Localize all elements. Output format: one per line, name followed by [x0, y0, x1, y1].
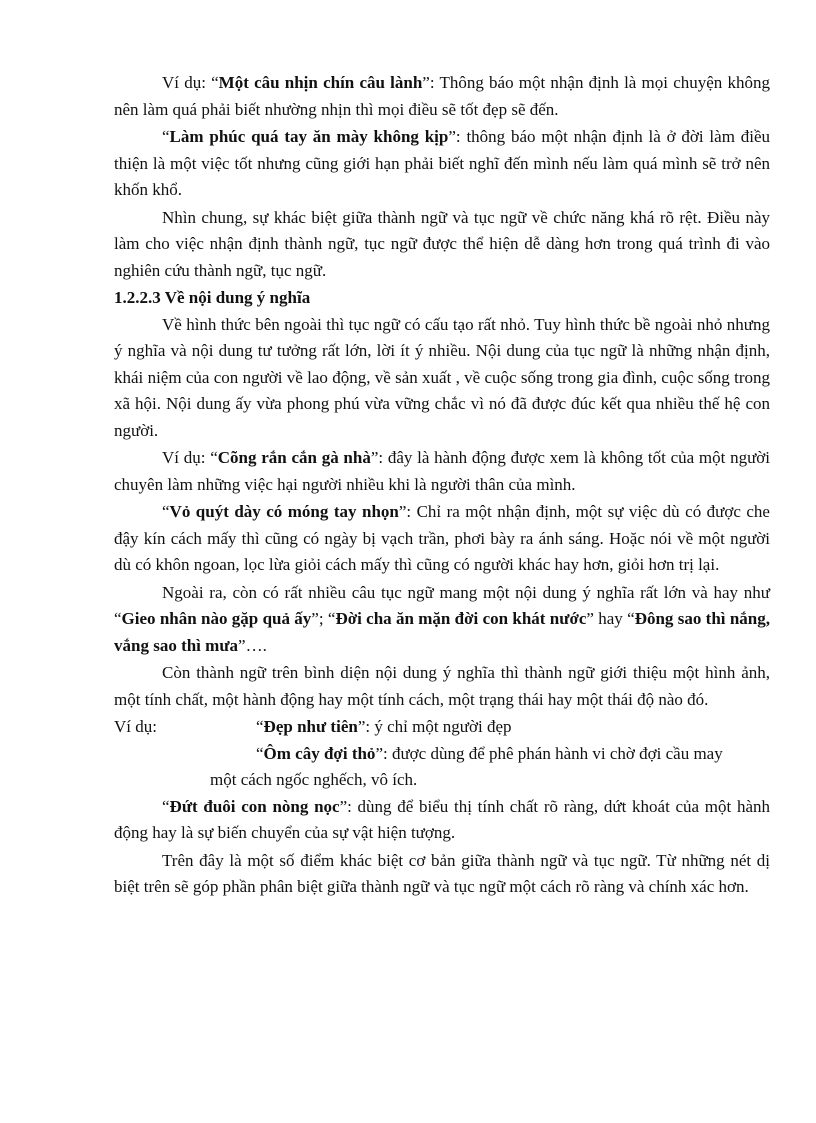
- text-span: “: [162, 796, 170, 816]
- document-page: [114, 70, 770, 902]
- text-span: ”: đây là hành động được xem là không tốt của một người chuyên làm những việc hại người nhiều khi là người thân của mình.: [114, 448, 771, 494]
- idiom-quote: Ôm cây đợi thỏ: [263, 743, 376, 763]
- proverb-quote: Đời cha ăn mặn đời con khát nước: [335, 609, 587, 628]
- example-row-1: [114, 714, 770, 741]
- proverb-quote: Cõng rắn cắn gà nhà: [217, 448, 371, 467]
- paragraph-example-3: [114, 445, 770, 498]
- proverb-quote: Vỏ quýt dày có móng tay nhọn: [169, 502, 399, 521]
- text-span: ”: ý chỉ một người đẹp: [357, 717, 512, 736]
- proverb-quote: Một câu nhịn chín câu lành: [218, 73, 423, 92]
- text-span: “: [162, 127, 170, 146]
- paragraph-example-2: [114, 124, 770, 204]
- paragraph-example-4: [114, 499, 770, 579]
- text-span: Ví dụ: “: [162, 73, 219, 92]
- proverb-quote: Làm phúc quá tay ăn mày không kịp: [169, 127, 449, 146]
- text-span: ” hay “: [586, 609, 635, 628]
- section-heading: 1.2.2.3 Về nội dung ý nghĩa: [114, 288, 311, 307]
- text-span: “: [256, 717, 264, 736]
- text-span: ”….: [238, 635, 267, 655]
- text-span: “: [162, 502, 170, 521]
- idiom-quote: Đẹp như tiên: [263, 717, 358, 736]
- example-row-2: [114, 741, 770, 768]
- idiom-quote: Đứt đuôi con nòng nọc: [169, 796, 340, 816]
- proverb-quote: Gieo nhân nào gặp quả ấy: [121, 609, 312, 628]
- text-span: ”: Chỉ ra một nhận định, một sự việc dù có được che đậy kín cách mấy thì cũng có ngày bị vạch trần, phơi bày ra ánh sáng. Hoặc nói về một người dù có khôn ngoan, lọc lừa giỏi cách mấy thì cũng có người khác hay hơn, giỏi hơn trị lại.: [114, 502, 770, 574]
- text-span: ”; “: [311, 609, 336, 628]
- paragraph-more-proverbs: [114, 580, 770, 660]
- example-row-2-continuation: một cách ngốc nghếch, vô ích.: [210, 770, 418, 789]
- text-span: ”: thông báo một nhận định là ở đời làm điều thiện là một việc tốt nhưng cũng giới hạn phải biết nghĩ đến mình nếu làm quá mình sẽ trở nên khốn khổ.: [114, 127, 771, 199]
- paragraph-example-5: [114, 794, 770, 847]
- example-label: Ví dụ:: [114, 717, 157, 736]
- text-span: Ngoài ra, còn có rất nhiều câu tục ngữ mang một nội dung ý nghĩa rất lớn và hay như “: [114, 582, 770, 628]
- text-span: “: [256, 743, 264, 763]
- text-span: ”: Thông báo một nhận định là mọi chuyện không nên làm quá phải biết nhường nhịn thì mọi điều sẽ tốt đẹp sẽ đến.: [114, 73, 770, 119]
- paragraph-example-1: [114, 70, 770, 123]
- example-1: [256, 714, 512, 741]
- paragraph-conclusion: Trên đây là một số điểm khác biệt cơ bản giữa thành ngữ và tục ngữ. Từ những nét dị biệt trên sẽ góp phần phân biệt giữa thành ngữ và tục ngữ một cách rõ ràng và chính xác hơn.: [114, 850, 770, 896]
- text-span: ”: dùng để biểu thị tính chất rõ ràng, dứt khoát của một hành động hay là sự biến chuyển của sự vật hiện tượng.: [114, 796, 770, 842]
- paragraph-summary: Nhìn chung, sự khác biệt giữa thành ngữ và tục ngữ về chức năng khá rõ rệt. Điều này làm cho việc nhận định thành ngữ, tục ngữ được thể hiện dễ dàng hơn trong quá trình đi vào nghiên cứu thành ngữ, tục ngữ.: [114, 207, 770, 280]
- proverb-quote: Đông sao thì nắng, vắng sao thì mưa: [114, 609, 770, 655]
- paragraph-idiom-meaning: Còn thành ngữ trên bình diện nội dung ý nghĩa thì thành ngữ giới thiệu một hình ảnh, một tính chất, một hành động hay một tính cách, một trạng thái hay một thái độ nào đó.: [114, 663, 770, 709]
- paragraph-content-meaning: Về hình thức bên ngoài thì tục ngữ có cấu tạo rất nhỏ. Tuy hình thức bề ngoài nhỏ nhưng ý nghĩa và nội dung tư tưởng rất lớn, lời ít ý nhiều. Nội dung của tục ngữ là những nhận định, khái niệm của con người về lao động, về sản xuất , về cuộc sống trong gia đình, cuộc sống trong xã hội. Nội dung ấy vừa phong phú vừa vững chắc vì nó đã được đúc kết qua nhiều thế hệ con người.: [114, 314, 770, 440]
- text-span: Ví dụ: “: [162, 448, 218, 467]
- text-span: ”: được dùng để phê phán hành vi chờ đợi cầu may: [375, 743, 723, 763]
